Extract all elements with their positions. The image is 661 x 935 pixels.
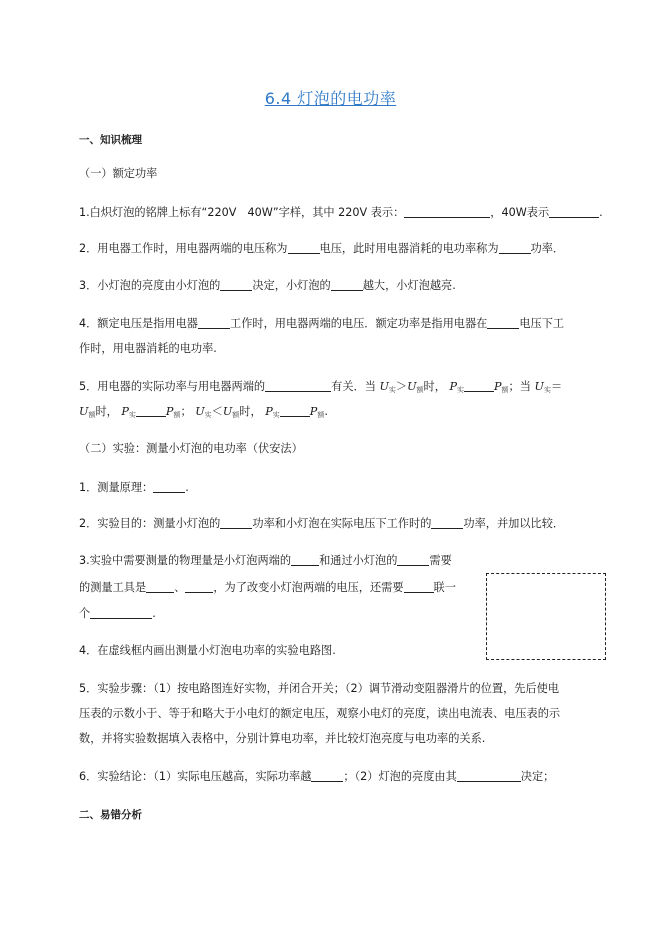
experiment-4: 4．在虚线框内画出测量小灯泡电功率的实验电路图. <box>79 644 336 657</box>
answer-blank[interactable] <box>280 404 310 417</box>
experiment-5-line1: 5．实验步骤：（1）按电路图连好实物，并闭合开关；（2）调节滑动变阻器滑片的位置，先后使电 <box>79 682 560 695</box>
experiment-5-line3: 数，并将实验数据填入表格中，分别计算电功率，并比较灯泡亮度与电功率的关系. <box>79 732 486 745</box>
circuit-diagram-box[interactable] <box>486 573 606 660</box>
answer-blank[interactable] <box>90 606 152 619</box>
experiment-3: 3.实验中需要测量的物理量是小灯泡两端的 和通过小灯泡的 需要 <box>79 554 452 567</box>
answer-blank[interactable] <box>291 553 319 566</box>
answer-blank[interactable] <box>487 316 519 329</box>
answer-blank[interactable] <box>288 241 320 254</box>
answer-blank[interactable] <box>311 769 343 782</box>
answer-blank[interactable] <box>136 404 166 417</box>
answer-blank[interactable] <box>220 278 252 291</box>
answer-blank[interactable] <box>404 205 490 218</box>
experiment-1: 1．测量原理： . <box>79 481 189 494</box>
answer-blank[interactable] <box>185 580 213 593</box>
experiment-5-line2: 压表的示数小于、等于和略大于小电灯的额定电压，观察小电灯的亮度，读出电流表、电压表的示 <box>79 707 561 720</box>
answer-blank[interactable] <box>146 580 174 593</box>
question-4-cont: 作时，用电器消耗的电功率. <box>79 342 217 355</box>
question-2: 2．用电器工作时，用电器两端的电压称为 电压，此时用电器消耗的电功率称为 功率． <box>79 242 565 255</box>
experiment-2: 2．实验目的：测量小灯泡的 功率和小灯泡在实际电压下工作时的 功率，并加以比较． <box>79 517 565 530</box>
page-title: 6.4 灯泡的电功率 <box>264 89 397 108</box>
section-heading-errors: 二、易错分析 <box>79 809 142 821</box>
answer-blank[interactable] <box>464 379 494 392</box>
subsection-experiment: （二）实验：测量小灯泡的电功率（伏安法） <box>79 442 303 455</box>
answer-blank[interactable] <box>397 553 429 566</box>
answer-blank[interactable] <box>265 379 331 392</box>
experiment-6: 6．实验结论：（1）实际电压越高，实际功率越 ；（2）灯泡的亮度由其 决定； <box>79 770 555 783</box>
question-5: 5．用电器的实际功率与用电器两端的 有关．当 $U_实>U_额$时， $P_实$ $P_额$；当 $U_实=$ <box>79 380 563 394</box>
question-1: 1.白炽灯泡的铭牌上标有“220V 40W”字样，其中 220V 表示： ，40W表示 . <box>79 206 603 219</box>
question-4: 4．额定电压是指用电器 工作时，用电器两端的电压．额定功率是指用电器在 电压下工 <box>79 317 565 330</box>
answer-blank[interactable] <box>220 516 252 529</box>
experiment-3-cont2: 个 . <box>79 607 156 620</box>
answer-blank[interactable] <box>431 516 463 529</box>
answer-blank[interactable] <box>404 580 434 593</box>
answer-blank[interactable] <box>198 316 230 329</box>
answer-blank[interactable] <box>331 278 363 291</box>
answer-blank[interactable] <box>153 480 185 493</box>
subsection-rated-power: （一）额定功率 <box>79 167 158 180</box>
question-3: 3．小灯泡的亮度由小灯泡的 决定，小灯泡的 越大，小灯泡越亮. <box>79 279 456 292</box>
experiment-3-cont: 的测量工具是 、 ，为了改变小灯泡两端的电压，还需要 联一 <box>79 581 456 594</box>
answer-blank[interactable] <box>499 241 531 254</box>
question-5-cont: $U_额$时， $P_实$ $P_额$； $U_实<U_额$时， $P_实$ $P_额$. <box>79 405 328 419</box>
answer-blank[interactable] <box>549 205 599 218</box>
answer-blank[interactable] <box>457 769 521 782</box>
section-heading-knowledge: 一、知识梳理 <box>79 134 142 146</box>
